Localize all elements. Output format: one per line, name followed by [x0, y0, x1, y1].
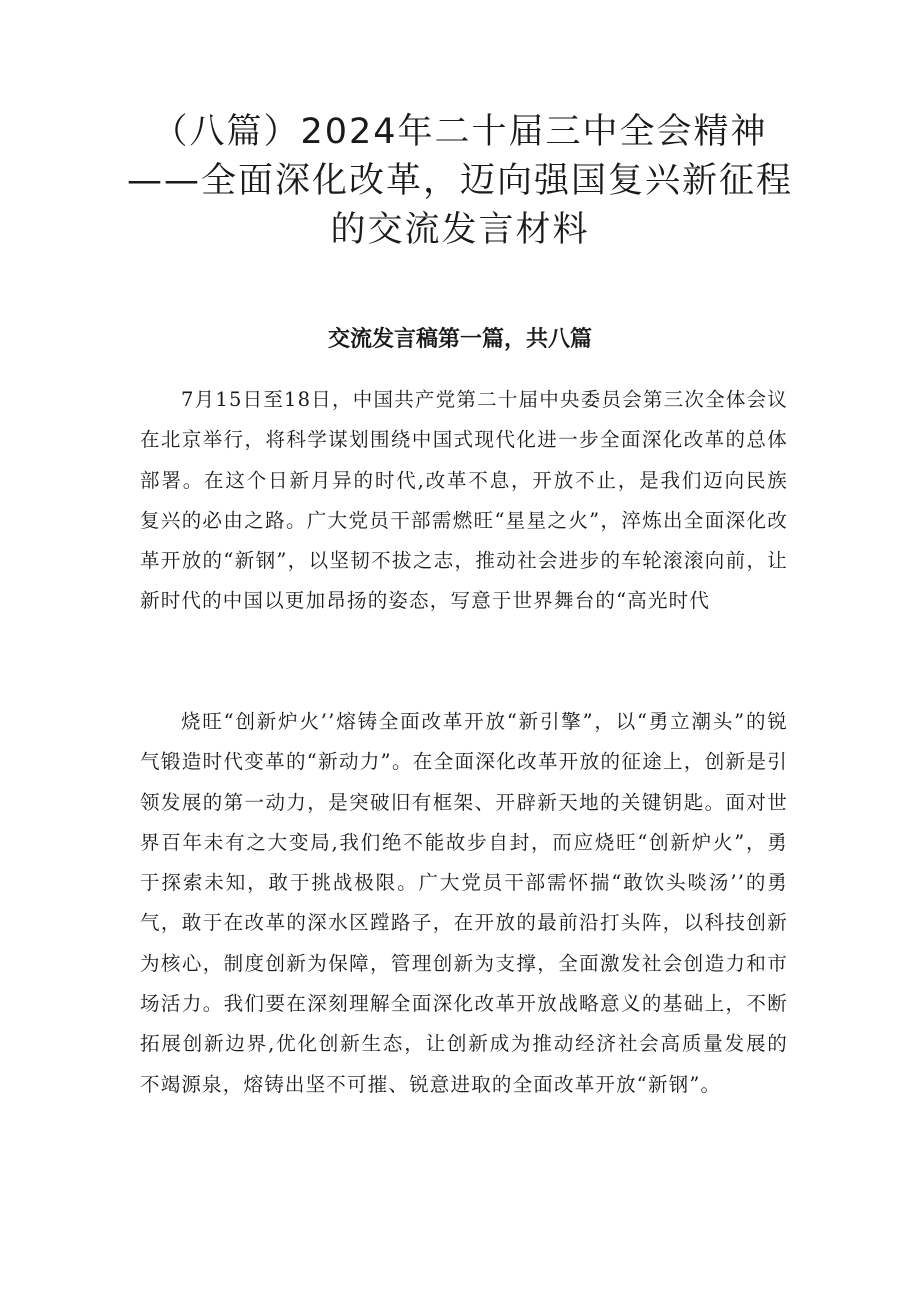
body-paragraph-1: 7月15日至18日，中国共产党第二十届中央委员会第三次全体会议在北京举行，将科学谋划围绕中国式现代化进一步全面深化改革的总体部署。在这个日新月异的时代,改革不息，开放不止，是我们迈向民族复兴的必由之路。广大党员干部需燃旺“星星之火”，淬炼出全面深化改革开放的“新钢”，以坚韧不拔之志，推动社会进步的车轮滚滚向前，让新时代的中国以更加昂扬的姿态，写意于世界舞台的“高光时代: [140, 388, 788, 613]
document-title: （八篇）2024年二十届三中全会精神——全面深化改革，迈向强国复兴新征程的交流发言材料: [126, 112, 793, 250]
body-paragraph-2: 烧旺“创新炉火’’熔铸全面改革开放“新引擎”，以“勇立潮头”的锐气锻造时代变革的“新动力”。在全面深化改革开放的征途上，创新是引领发展的第一动力，是突破旧有框架、开辟新天地的关键钥匙。面对世界百年未有之大变局,我们绝不能故步自封，而应烧旺“创新炉火”，勇于探索未知，敢于挑战极限。广大党员干部需怀揣“敢饮头啖汤’’的勇气，敢于在改革的深水区蹚路子，在开放的最前沿打头阵，以科技创新为核心，制度创新为保障，管理创新为支撑，全面激发社会创造力和市场活力。我们要在深刻理解全面深化改革开放战略意义的基础上，不断拓展创新边界,优化创新生态，让创新成为推动经济社会高质量发展的不竭源泉，熔铸出坚不可摧、锐意进取的全面改革开放“新钢”。: [140, 710, 788, 1096]
section-heading: 交流发言稿第一篇，共八篇: [327, 327, 592, 352]
